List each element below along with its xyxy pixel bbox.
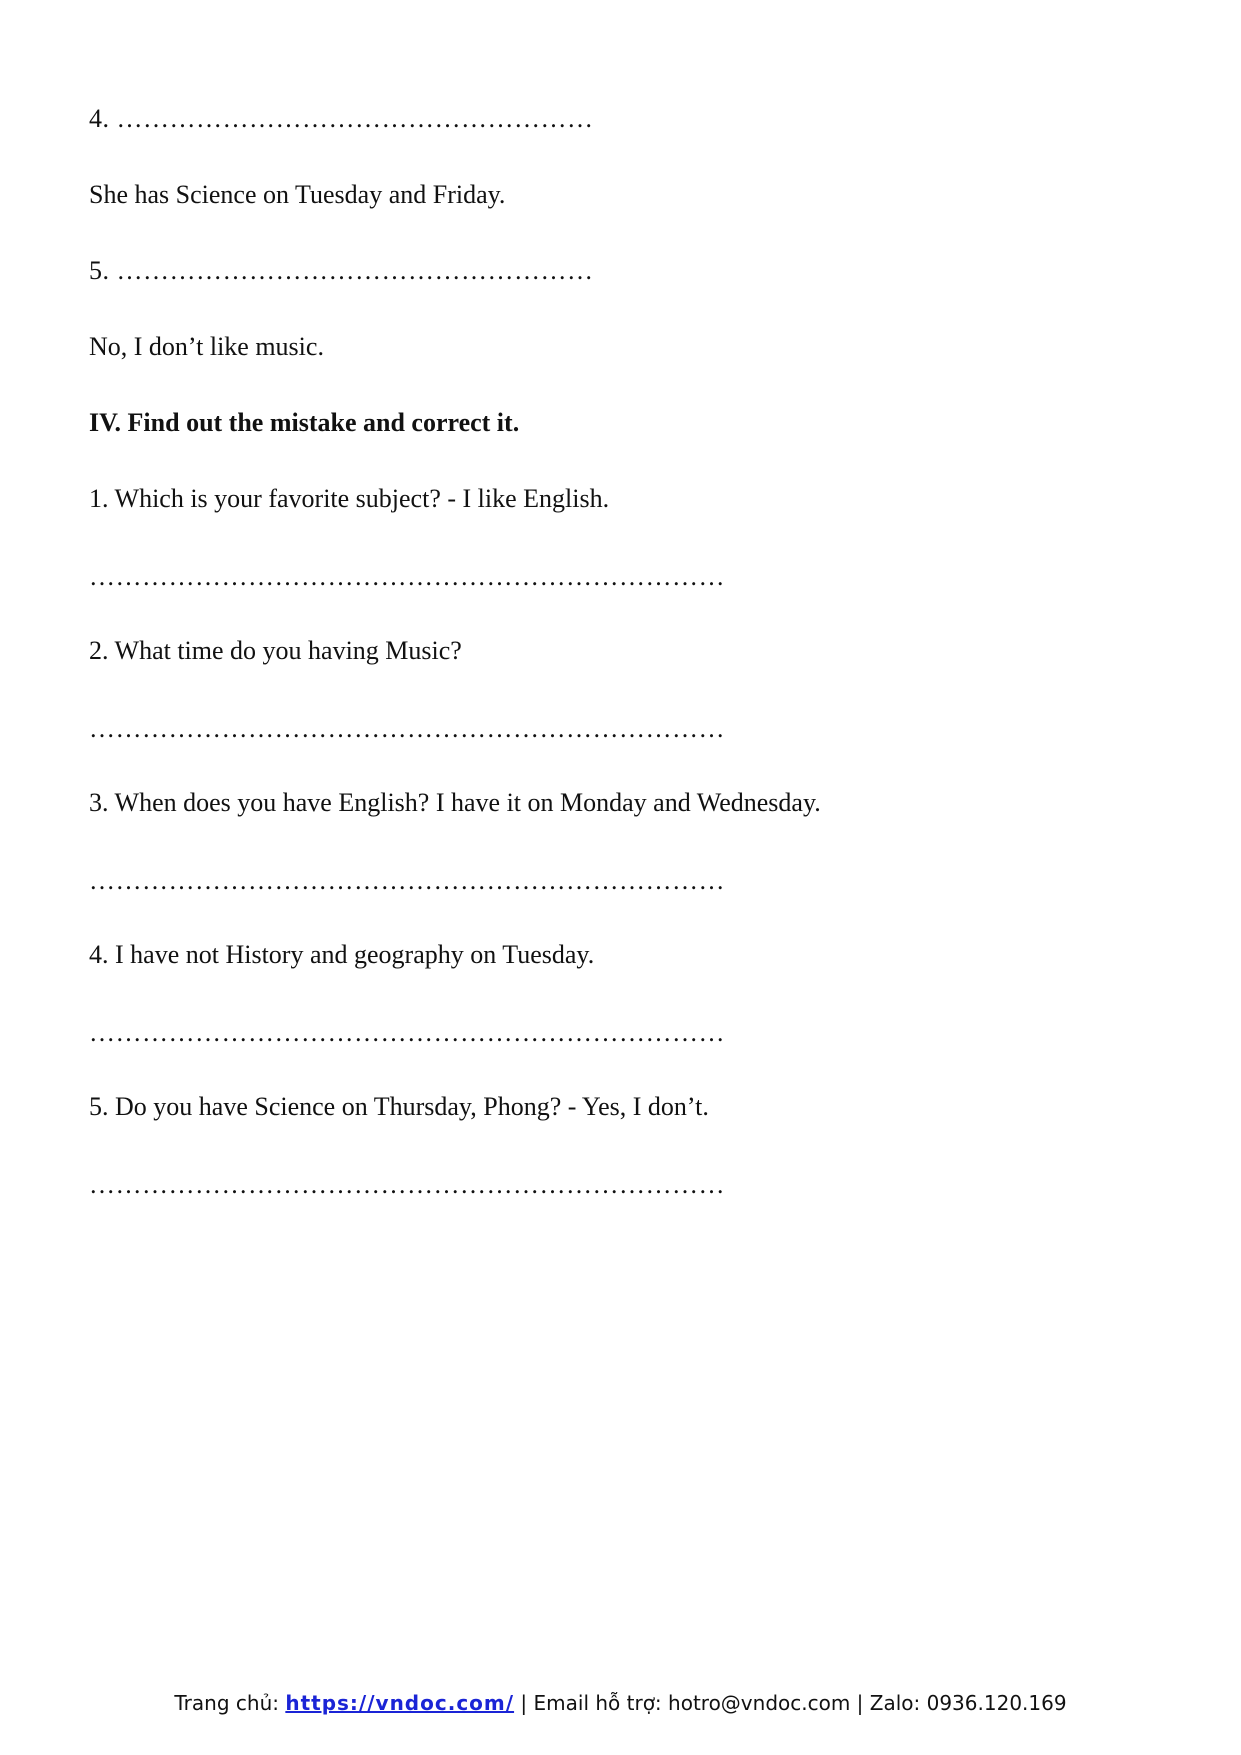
answer-line-5: ………………………………………………………………: [89, 1170, 725, 1199]
footer-home-label: Trang chủ:: [174, 1691, 286, 1715]
question-5-blank: 5. ………………………………………………: [89, 256, 594, 285]
mistake-sentence-1: 1. Which is your favorite subject? - I like English.: [89, 484, 610, 513]
section-4-heading: IV. Find out the mistake and correct it.: [89, 408, 520, 437]
question-4-answer: She has Science on Tuesday and Friday.: [89, 180, 506, 209]
answer-line-3: ………………………………………………………………: [89, 866, 725, 895]
answer-line-4: ………………………………………………………………: [89, 1018, 725, 1047]
answer-line-2: ………………………………………………………………: [89, 714, 725, 743]
question-5-answer: No, I don’t like music.: [89, 332, 324, 361]
mistake-sentence-5: 5. Do you have Science on Thursday, Phong? - Yes, I don’t.: [89, 1092, 709, 1121]
mistake-sentence-2: 2. What time do you having Music?: [89, 636, 462, 665]
question-4-blank: 4. ………………………………………………: [89, 104, 594, 133]
footer-home-link[interactable]: https://vndoc.com/: [285, 1691, 515, 1715]
page-footer: [0, 1690, 1241, 1716]
footer-contact-info: | Email hỗ trợ: hotro@vndoc.com | Zalo: 0936.120.169: [514, 1691, 1067, 1715]
mistake-sentence-4: 4. I have not History and geography on Tuesday.: [89, 940, 595, 969]
answer-line-1: ………………………………………………………………: [89, 562, 725, 591]
mistake-sentence-3: 3. When does you have English? I have it on Monday and Wednesday.: [89, 788, 821, 817]
